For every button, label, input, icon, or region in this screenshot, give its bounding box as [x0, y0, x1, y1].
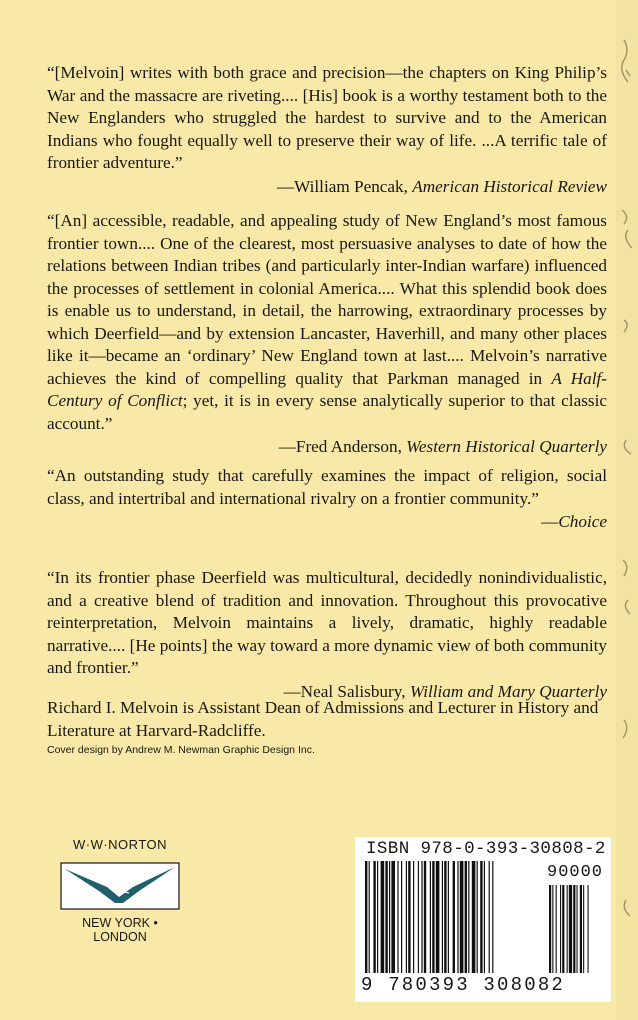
barcode-bar	[424, 861, 426, 973]
author-bio: Richard I. Melvoin is Assistant Dean of Admissions and Lecturer in History and Literature at Harvard-Radcliffe.	[47, 698, 599, 740]
ean-digits: 9 780393 308082	[361, 974, 566, 996]
barcode-bar	[457, 861, 458, 973]
isbn-number: ISBN 978-0-393-30808-2	[366, 839, 606, 859]
review-1	[47, 62, 607, 198]
barcode-bar	[381, 861, 385, 973]
addon-barcode-bar	[567, 885, 568, 973]
review-4-source: William and Mary Quarterly	[409, 681, 607, 701]
barcode-bar	[453, 861, 455, 973]
barcode-bar	[465, 861, 467, 973]
addon-barcode-bar	[549, 885, 551, 973]
addon-barcode-bar	[573, 885, 575, 973]
barcode-bar	[436, 861, 440, 973]
review-1-attribution	[47, 176, 607, 199]
barcode-bar	[492, 861, 493, 973]
review-2-source: Western Historical Quarterly	[406, 437, 607, 456]
barcode-bar	[406, 861, 407, 973]
barcode-bar	[418, 861, 419, 973]
barcode-bar	[401, 861, 402, 973]
publisher-name: W·W·NORTON	[72, 837, 168, 852]
barcode-bar	[472, 861, 476, 973]
barcode-bar	[448, 861, 449, 973]
barcode-bar	[430, 861, 431, 973]
barcode-bar	[484, 861, 485, 973]
review-4-author: —Neal Salisbury,	[283, 681, 406, 701]
barcode-bar	[389, 861, 390, 973]
review-1-source: American Historical Review	[412, 176, 607, 196]
review-2-author: —Fred Anderson,	[278, 437, 402, 456]
addon-barcode-bar	[588, 885, 589, 973]
price-code: 90000	[547, 863, 604, 882]
addon-barcode-bar	[580, 885, 582, 973]
review-2-book-title: A Half-Century of Conflict	[47, 368, 608, 410]
barcode-bar	[385, 861, 387, 973]
addon-barcode-bar	[569, 885, 572, 973]
barcode-bar	[413, 861, 414, 973]
review-3-source: Choice	[558, 512, 607, 531]
review-3-author: —	[541, 512, 559, 531]
review-4	[47, 567, 607, 703]
barcode-bar	[373, 861, 375, 973]
addon-barcode-bar	[577, 885, 578, 973]
barcode-bar	[444, 861, 446, 973]
review-2	[47, 210, 607, 459]
barcode-bar	[377, 861, 378, 973]
publisher-logo	[55, 837, 185, 944]
barcode-bar	[489, 861, 490, 973]
addon-barcode-bar	[556, 885, 557, 973]
barcode-bar	[432, 861, 434, 973]
review-2-text-block	[47, 210, 607, 435]
barcode-bars	[365, 861, 603, 979]
publisher-cities: NEW YORK • LONDON	[82, 916, 158, 944]
barcode-bar	[397, 861, 398, 973]
barcode-bar	[477, 861, 478, 973]
review-3-attribution	[47, 511, 607, 534]
review-2-attribution	[47, 436, 607, 459]
addon-barcode-bar	[583, 885, 584, 973]
review-3-text: “An outstanding study that carefully examines the impact of religion, social class, and intertribal and international rivalry on a frontier community.”	[47, 466, 607, 508]
review-2-text-tail: ; yet, it is in every sense analytically superior to that classic account.”	[47, 391, 607, 433]
addon-barcode-bar	[552, 885, 553, 973]
review-1-author: —William Pencak,	[276, 176, 408, 196]
barcode-bar	[369, 861, 370, 973]
barcode-bar	[442, 861, 443, 973]
barcode-bar	[408, 861, 410, 973]
barcode-bar	[421, 861, 422, 973]
decorative-edge-strip	[616, 0, 638, 1020]
barcode-bar	[480, 861, 482, 973]
barcode-bar	[365, 861, 367, 973]
barcode-bar	[468, 861, 469, 973]
cover-design-credit: Cover design by Andrew M. Newman Graphic Design Inc.	[47, 744, 315, 756]
review-1-text: “[Melvoin] writes with both grace and precision—the chapters on King Philip’s War and the massacre are riveting.... [His] book is a worthy testament both to the New Englanders who struggled the hardest to survive and to the American Indians who fought equally well to preserve their way of life. ...A terrific tale of frontier adventure.”	[47, 63, 607, 172]
addon-barcode-bar	[560, 885, 561, 973]
review-3	[47, 465, 607, 534]
barcode-bar	[460, 861, 464, 973]
isbn-barcode	[355, 837, 611, 1002]
review-4-text: “In its frontier phase Deerfield was multicultural, decidedly nonindividualistic, and a creative blend of tradition and innovation. Throughout this provocative reinterpretation, Melvoin maintains a lively, dramatic, highly readable narrative.... [He points] the way toward a more dynamic view of both community and frontier.”	[47, 568, 607, 677]
review-2-text: “[An] accessible, readable, and appealing study of New England’s most famous frontier town.... One of the clearest, most persuasive analyses to date of how the relations between Indian tribes (and particularly inter-Indian warfare) influenced the processes of settlement in colonial America.... What this splendid book does is enable us to understand, in detail, the harrowing, extraordinary processes by which Deerfield—and by extension Lancaster, Haverhill, and many other places like it—became an ‘ordinary’ New England town at last.... Melvoin’s narrative achieves the kind of compelling quality that Parkman managed in	[47, 211, 607, 388]
barcode-bar	[391, 861, 395, 973]
addon-barcode-bar	[562, 885, 564, 973]
seagull-icon	[59, 857, 181, 915]
